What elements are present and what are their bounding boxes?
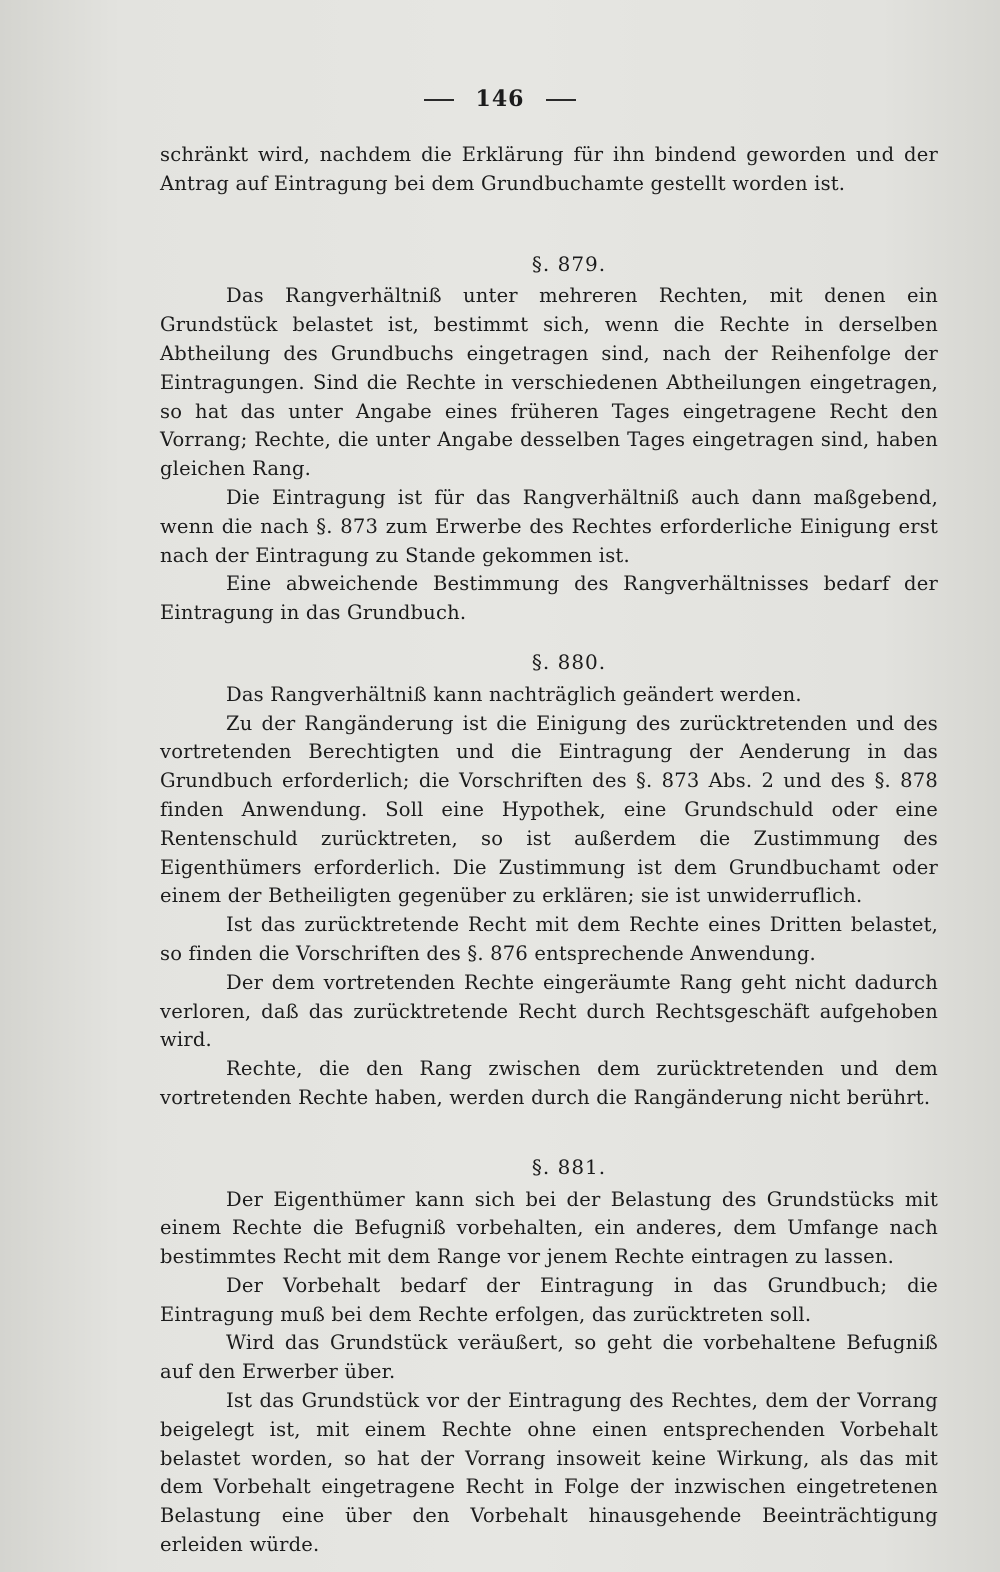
paragraph: Die Eintragung ist für das Rangverhältniß auch dann maßgebend, wenn die nach §. 873 zum Erwerbe des Rechtes erforderliche Einigung erst nach der Eintragung zu Stande gekommen ist. <box>160 485 938 567</box>
paragraph: Rechte, die den Rang zwischen dem zurücktretenden und dem vortretenden Rechte haben, werden durch die Rangänderung nicht berührt. <box>160 1057 938 1109</box>
paragraph: Eine abweichende Bestimmung des Rangverhältnisses bedarf der Eintragung in das Grundbuch. <box>160 572 938 625</box>
paragraph: Der Vorbehalt bedarf der Eintragung in das Grundbuch; die Eintragung muß bei dem Rechte erfolgen, das zurücktreten soll. <box>160 1273 938 1326</box>
page-header <box>0 86 1000 112</box>
page-number: 146 <box>475 86 525 112</box>
continuation-paragraph: schränkt wird, nachdem die Erklärung für ihn bindend geworden und der Antrag auf Eintragung bei dem Grundbuchamte gestellt worden ist. <box>160 143 938 195</box>
section-heading-881: §. 881. <box>531 1154 607 1179</box>
paragraph: Ist das zurücktretende Recht mit dem Rechte eines Dritten belastet, so finden die Vorschriften des §. 876 entsprechende Anwendung. <box>160 913 938 965</box>
header-dash-left <box>424 99 454 101</box>
header-dash-right <box>546 99 576 101</box>
paragraph: Wird das Grundstück veräußert, so geht die vorbehaltene Befugniß auf den Erwerber über. <box>160 1331 938 1384</box>
paragraph: Zu der Rangänderung ist die Einigung des zurücktretenden und des vortretenden Berechtigten und die Eintragung der Aenderung in das Grundbuch erforderlich; die Vorschriften des §. 873 Abs. 2 und des §. 878 finden Anwendung. Soll eine Hypothek, eine Grundschuld oder eine Rentenschuld zurücktreten, so ist außerdem die Zustimmung des Eigenthümers erforderlich. Die Zustimmung ist dem Grundbuchamt oder einem der Betheiligten gegenüber zu erklären; sie ist unwiderruflich. <box>160 711 938 908</box>
paragraph: Der Eigenthümer kann sich bei der Belastung des Grundstücks mit einem Rechte die Befugniß vorbehalten, ein anderes, dem Umfange nach bestimmtes Recht mit dem Range vor jenem Rechte eintragen zu lassen. <box>160 1187 938 1269</box>
body-text <box>160 141 938 1560</box>
paragraph: Das Rangverhältniß unter mehreren Rechten, mit denen ein Grundstück belastet ist, bestimmt sich, wenn die Rechte in derselben Abtheilung des Grundbuchs eingetragen sind, nach der Reihenfolge der Eintragungen. Sind die Rechte in verschiedenen Abtheilungen eingetragen, so hat das unter Angabe eines früheren Tages eingetragene Recht den Vorrang; Rechte, die unter Angabe desselben Tages eingetragen sind, haben gleichen Rang. <box>160 284 938 481</box>
paragraph: Das Rangverhältniß kann nachträglich geändert werden. <box>226 682 802 706</box>
section-heading-880: §. 880. <box>531 649 607 674</box>
paragraph: Der dem vortretenden Rechte eingeräumte Rang geht nicht dadurch verloren, daß das zurücktretende Recht durch Rechtsgeschäft aufgehoben wird. <box>160 970 938 1052</box>
section-heading-879: §. 879. <box>531 251 607 276</box>
paragraph: Ist das Grundstück vor der Eintragung des Rechtes, dem der Vorrang beigelegt ist, mit einem Rechte ohne einen entsprechenden Vorbehalt belastet worden, so hat der Vorrang insoweit keine Wirkung, als das mit dem Vorbehalt eingetragene Recht in Folge der inzwischen eingetretenen Belastung eine über den Vorbehalt hinausgehende Beeinträchtigung erleiden würde. <box>160 1389 938 1557</box>
